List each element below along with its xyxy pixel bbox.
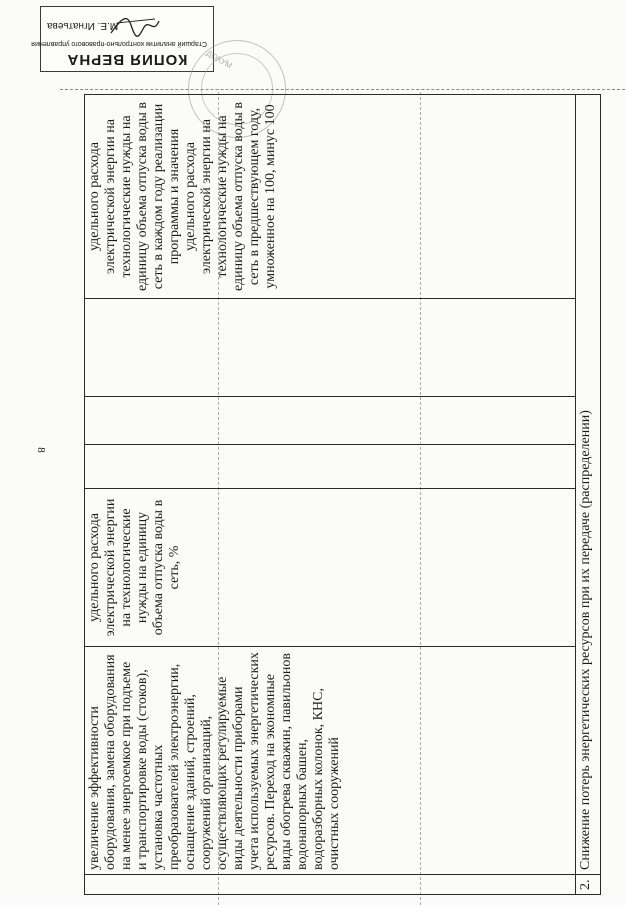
table-row-section xyxy=(576,95,601,895)
round-seal-text: ДОКУМ xyxy=(204,48,234,71)
table-cell-empty xyxy=(85,445,576,489)
stamp-name: М.Е. Игнатьева xyxy=(47,20,119,31)
stamp-title: КОПИЯ ВЕРНА xyxy=(66,51,188,68)
section-title: Снижение потерь энергетических ресурсов при их передаче (распределении) xyxy=(576,95,601,875)
table-row xyxy=(85,95,576,895)
table-cell-method: удельного расхода электрической энергии на технологические нужды на единицу объема отпуска воды в сеть в каждом году реализации программы и значения удельного расхода электрической энергии на технологические нужды на единицу объема отпуска воды в сеть в предшествующем году, умноженное на 100, минус 100 xyxy=(85,95,576,299)
table-cell-measure: увеличение эффективности оборудования, замена оборудования на менее энергоемкое при подъеме и транспортировке воды (стоков), установка частотных преобразователей электроэнергии, оснащение зданий, строений, сооружений организаций, осуществляющих регулируемые виды деятельности приборами учета используемых энергетических ресурсов. Переход на экономные виды обогрева скважин, павильонов водонапорных башен, водоразборных колонок, КНС, очистных сооружений xyxy=(85,647,576,875)
measures-table xyxy=(84,94,601,895)
signature-icon xyxy=(109,15,161,39)
stamp-position: Старший аналитик контрольно-правового управления xyxy=(31,40,207,47)
table-cell-number xyxy=(85,875,576,895)
table-cell-empty xyxy=(85,397,576,445)
table-cell-empty xyxy=(85,299,576,397)
page-number: 8 xyxy=(34,447,47,453)
fold-line xyxy=(60,89,625,90)
certified-copy-stamp xyxy=(31,6,214,72)
table-cell-indicator: удельного расхода электрической энергии на технологические нужды на единицу объема отпуска воды в сеть, % xyxy=(85,489,576,647)
section-number: 2. xyxy=(576,875,601,895)
rotated-table-container xyxy=(84,95,604,895)
